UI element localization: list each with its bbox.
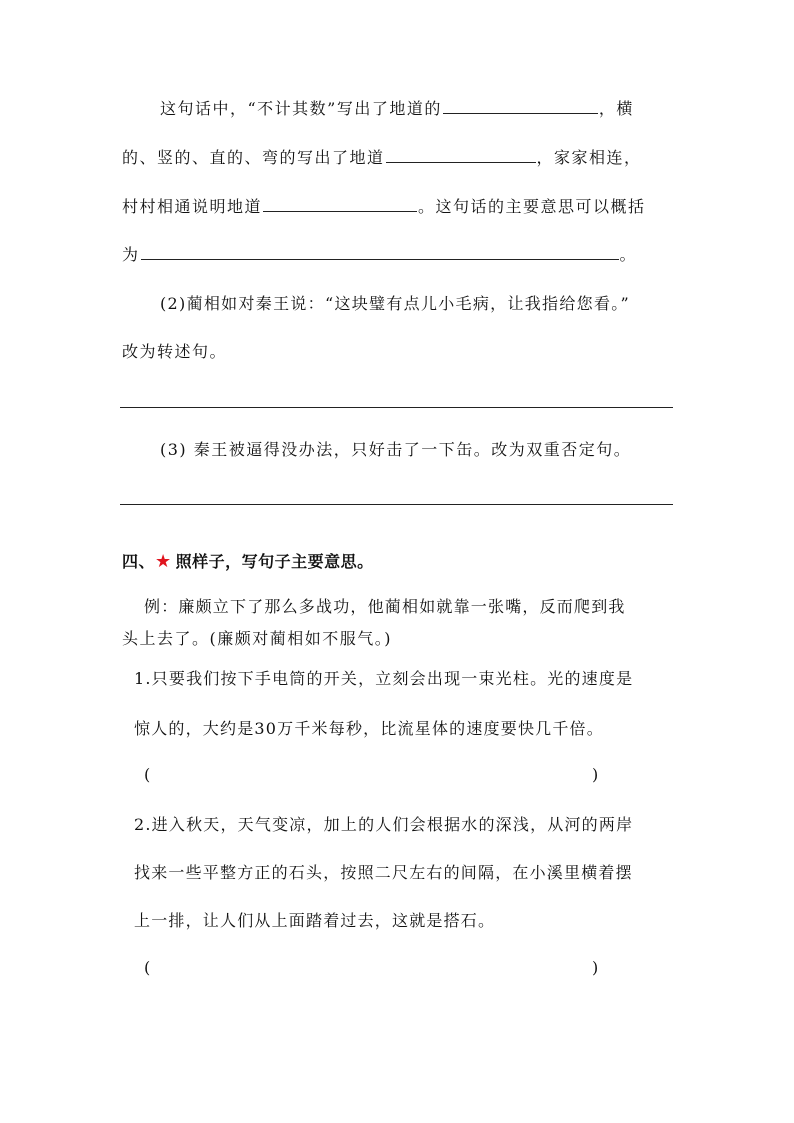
q3-line-1	[160, 98, 634, 120]
q3-text-1a: 这句话中，“不计其数”写出了地道的	[160, 99, 442, 118]
q3-line-3	[122, 196, 646, 218]
q3-line-4	[122, 244, 637, 266]
blank-2[interactable]	[386, 148, 536, 163]
blank-3[interactable]	[263, 197, 417, 212]
q3-text-1b: ，横	[598, 99, 634, 118]
section4-title: 照样子，写句子主要意思。	[175, 552, 374, 571]
blank-1[interactable]	[443, 99, 598, 114]
q3-text-2a: 的、竖的、直的、弯的写出了地道	[122, 148, 385, 167]
q3-sub2-line-1: (2)蔺相如对秦王说：“这块璧有点儿小毛病，让我指给您看。”	[160, 294, 631, 313]
answer-line-sub2[interactable]	[120, 407, 673, 408]
star-icon: ★	[155, 551, 172, 572]
item1-line-1: 1.只要我们按下手电筒的开关，立刻会出现一束光柱。光的速度是	[134, 669, 634, 688]
item2-line-2: 找来一些平整方正的石头，按照二尺左右的间隔，在小溪里横着摆	[134, 863, 633, 882]
q3-text-2b: ，家家相连，	[536, 148, 642, 167]
answer-line-sub3[interactable]	[120, 504, 673, 505]
q3-line-2	[122, 147, 642, 169]
item2-line-3: 上一排，让人们从上面踏着过去，这就是搭石。	[134, 911, 496, 930]
q3-text-3a: 村村相通说明地道	[122, 197, 263, 216]
section4-heading	[122, 551, 374, 573]
section4-prefix: 四、	[122, 552, 156, 571]
q3-sub3-line-1: (3) 秦王被逼得没办法，只好击了一下缶。改为双重否定句。	[160, 440, 632, 459]
answer-paren-open-2: (	[144, 958, 151, 977]
blank-4[interactable]	[141, 245, 619, 260]
q3-sub2-line-2: 改为转述句。	[122, 342, 228, 361]
example-line-2: 头上去了。(廉颇对蔺相如不服气。)	[122, 629, 392, 648]
q3-text-4b: 。	[619, 245, 638, 264]
q3-text-4a: 为	[122, 245, 140, 264]
answer-paren-close-1: )	[592, 765, 599, 784]
q3-text-3b: 。这句话的主要意思可以概括	[418, 197, 646, 216]
answer-paren-close-2: )	[592, 958, 599, 977]
item1-line-2: 惊人的，大约是30万千米每秒，比流星体的速度要快几千倍。	[134, 719, 604, 738]
answer-paren-open-1: (	[144, 765, 151, 784]
item2-line-1: 2.进入秋天，天气变凉，加上的人们会根据水的深浅，从河的两岸	[134, 815, 634, 834]
example-line-1: 例：廉颇立下了那么多战功，他蔺相如就靠一张嘴，反而爬到我	[144, 597, 626, 616]
